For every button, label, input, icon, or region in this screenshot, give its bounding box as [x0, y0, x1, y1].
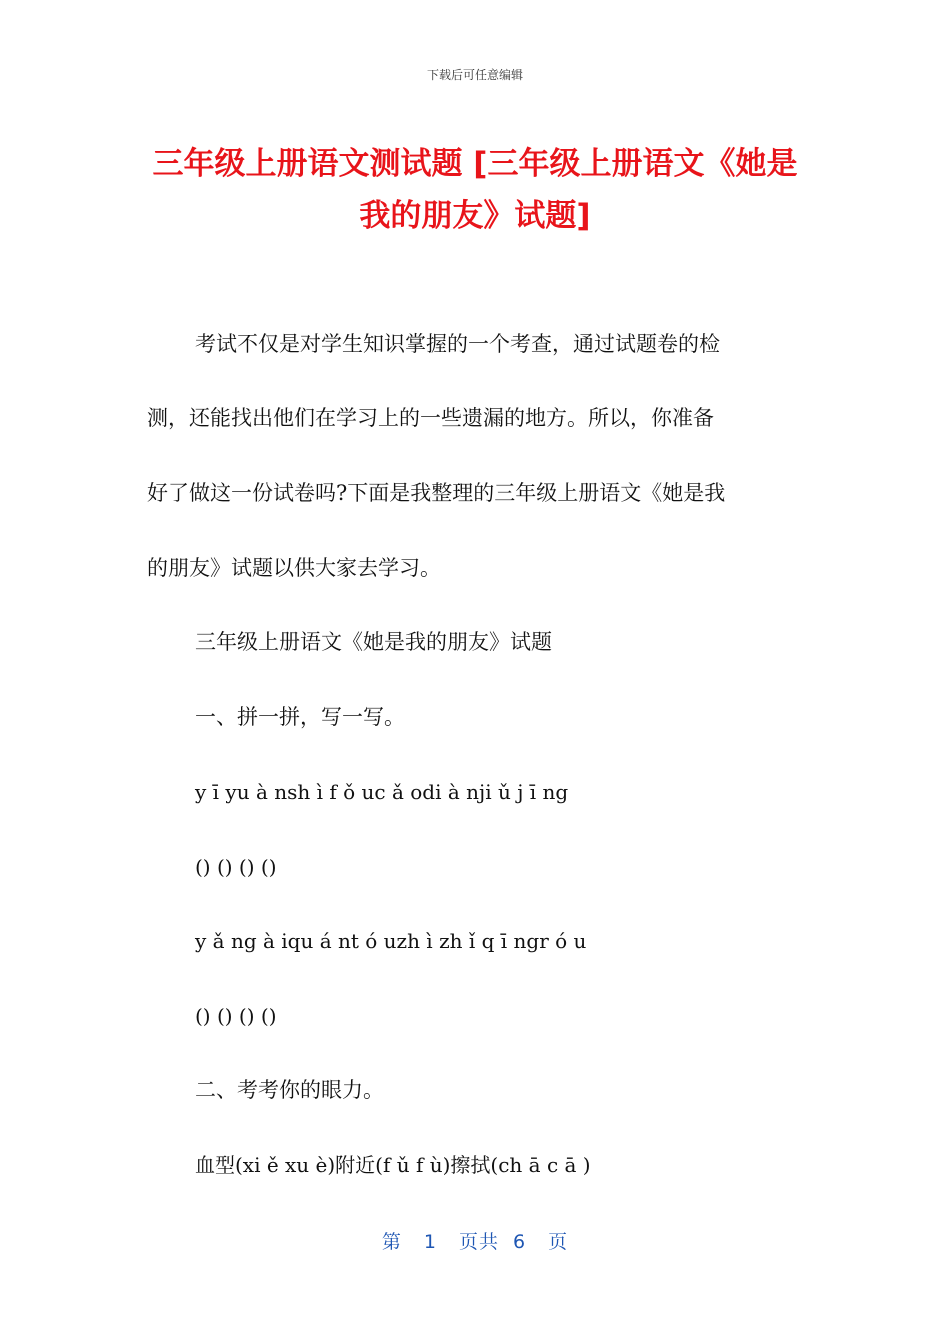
page-footer	[0, 1227, 950, 1254]
header-note: 下载后可任意编辑	[426, 68, 523, 82]
pinyin-line-1: y ī yu à nsh ì f ǒ uc ǎ odi à nji ǔ j ī ng	[195, 780, 569, 804]
document-title: 三年级上册语文测试题 [三年级上册语文《她是我的朋友》试题]	[152, 146, 798, 234]
page-label-mid: 页共	[458, 1231, 499, 1253]
question-line: 血型(xi ě xu è)附近(f ǔ f ù)擦拭(ch ā c ā )	[195, 1153, 591, 1177]
section-heading-1: 一、拼一拼，写一写。	[195, 705, 405, 729]
pinyin-line-2: y ǎ ng à iqu á nt ó uzh ì zh ǐ q ī ngr ó u	[195, 929, 587, 953]
paragraph-line: 好了做这一份试卷吗?下面是我整理的三年级上册语文《她是我	[147, 481, 726, 505]
section-subtitle: 三年级上册语文《她是我的朋友》试题	[195, 630, 552, 654]
blanks-line-1: () () () ()	[195, 855, 277, 879]
page-total: 6	[513, 1231, 527, 1253]
paragraph-line: 测，还能找出他们在学习上的一些遗漏的地方。所以，你准备	[147, 406, 714, 430]
section-heading-2: 二、考考你的眼力。	[195, 1078, 384, 1102]
blanks-line-2: () () () ()	[195, 1004, 277, 1028]
paragraph-line: 的朋友》试题以供大家去学习。	[147, 556, 441, 580]
paragraph-line: 考试不仅是对学生知识掌握的一个考查，通过试题卷的检	[195, 332, 720, 356]
page-label-prefix: 第	[381, 1231, 402, 1253]
page-label-suffix: 页	[548, 1231, 569, 1253]
page-current: 1	[423, 1231, 437, 1253]
